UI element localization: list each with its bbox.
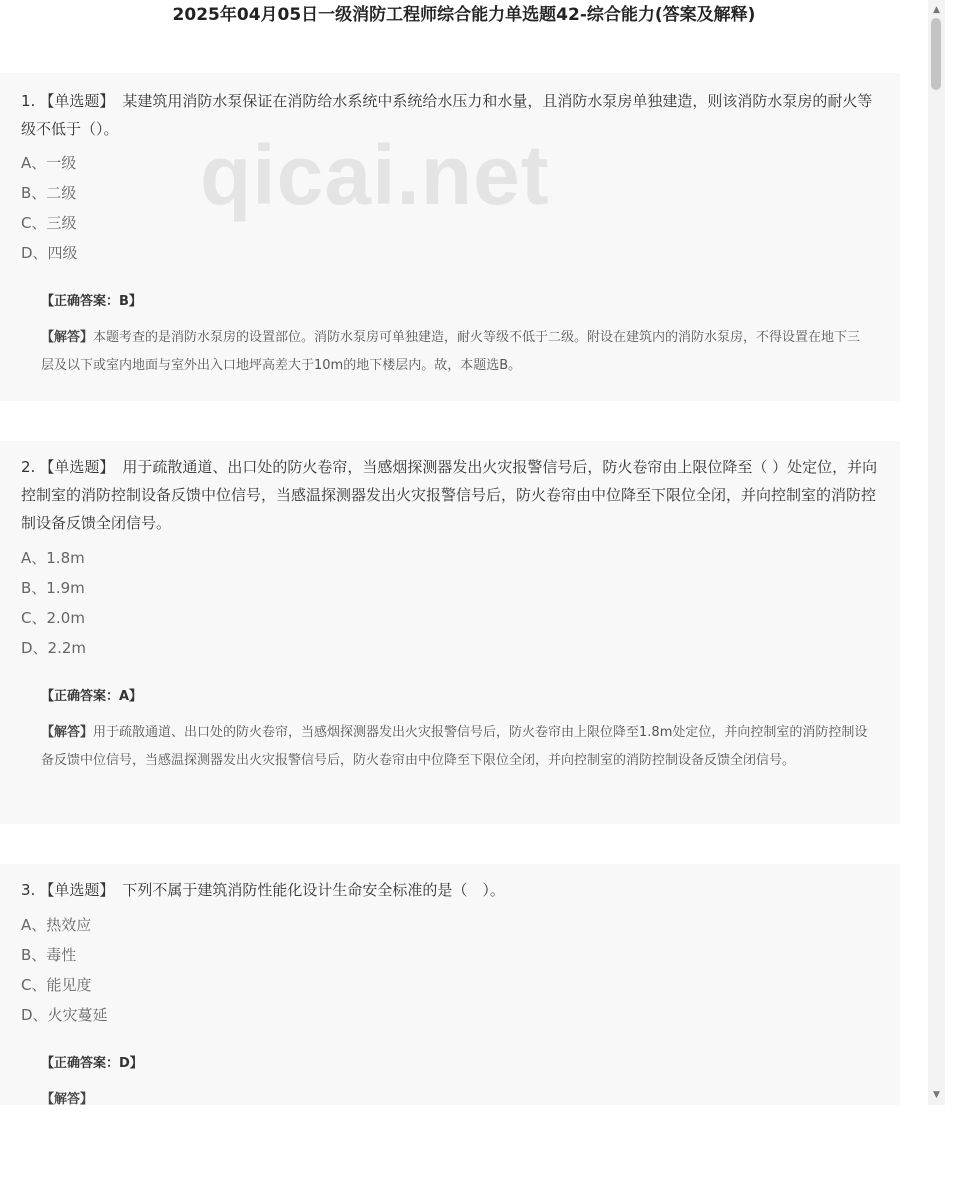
- question-card-1: [0, 73, 900, 401]
- explanation-text: 用于疏散通道、出口处的防火卷帘，当感烟探测器发出火灾报警信号后，防火卷帘由上限位降至1.8m处定位，并向控制室的消防控制设备反馈中位信号，当感温探测器发出火灾报警信号后，防火卷帘由中位降至下限位全闭，并向控制室的消防控制设备反馈全闭信号。: [41, 725, 868, 768]
- option-d[interactable]: D、四级: [21, 244, 78, 262]
- explanation: [41, 719, 871, 775]
- question-text-1: [21, 87, 887, 143]
- option-a[interactable]: A、热效应: [21, 916, 92, 934]
- scrollbar-thumb[interactable]: [931, 18, 941, 90]
- explanation: [41, 324, 871, 380]
- option-b[interactable]: B、毒性: [21, 946, 77, 964]
- question-type: 【单选题】: [39, 458, 115, 476]
- correct-answer: 【正确答案：B】: [41, 294, 142, 309]
- site-watermark: qicai.net: [200, 128, 550, 222]
- question-card-3: [0, 864, 900, 1105]
- explanation-label: 【解答】: [41, 1092, 94, 1105]
- question-card-2: [0, 441, 900, 824]
- question-number: 2.: [21, 458, 36, 476]
- correct-answer: 【正确答案：A】: [41, 689, 143, 704]
- question-text-3: [21, 876, 887, 904]
- question-stem: 某建筑用消防水泵保证在消防给水系统中系统给水压力和水量，且消防水泵房单独建造，则该消防水泵房的耐火等级不低于（）。: [21, 92, 873, 138]
- vertical-scrollbar[interactable]: [928, 0, 945, 1105]
- option-c[interactable]: C、2.0m: [21, 609, 85, 627]
- explanation-label: 【解答】: [41, 725, 94, 740]
- scroll-down-arrow-icon[interactable]: ▼: [933, 1090, 940, 1100]
- explanation: [41, 1086, 871, 1105]
- question-stem: 下列不属于建筑消防性能化设计生命安全标准的是（ ）。: [122, 881, 505, 899]
- option-a[interactable]: A、一级: [21, 154, 77, 172]
- option-c[interactable]: C、能见度: [21, 976, 92, 994]
- option-b[interactable]: B、二级: [21, 184, 77, 202]
- option-b[interactable]: B、1.9m: [21, 579, 85, 597]
- explanation-text: 本题考查的是消防水泵房的设置部位。消防水泵房可单独建造，耐火等级不低于二级。附设在建筑内的消防水泵房，不得设置在地下三层及以下或室内地面与室外出入口地坪高差大于10m的地下楼层内。故，本题选B。: [41, 330, 861, 373]
- question-stem: 用于疏散通道、出口处的防火卷帘，当感烟探测器发出火灾报警信号后，防火卷帘由上限位降至（ ）处定位，并向控制室的消防控制设备反馈中位信号，当感温探测器发出火灾报警信号后，防火卷帘由中位降至下限位全闭，并向控制室的消防控制设备反馈全闭信号。: [21, 458, 878, 532]
- question-number: 1.: [21, 92, 36, 110]
- question-number: 3.: [21, 881, 36, 899]
- question-type: 【单选题】: [39, 92, 115, 110]
- option-c[interactable]: C、三级: [21, 214, 77, 232]
- option-d[interactable]: D、火灾蔓延: [21, 1006, 108, 1024]
- explanation-label: 【解答】: [41, 330, 94, 345]
- option-d[interactable]: D、2.2m: [21, 639, 87, 657]
- option-a[interactable]: A、1.8m: [21, 549, 85, 567]
- question-type: 【单选题】: [39, 881, 115, 899]
- scroll-up-arrow-icon[interactable]: ▲: [933, 5, 940, 15]
- correct-answer: 【正确答案：D】: [41, 1056, 143, 1071]
- page-title: 2025年04月05日一级消防工程师综合能力单选题42-综合能力(答案及解释): [172, 5, 756, 25]
- question-text-2: [21, 453, 887, 537]
